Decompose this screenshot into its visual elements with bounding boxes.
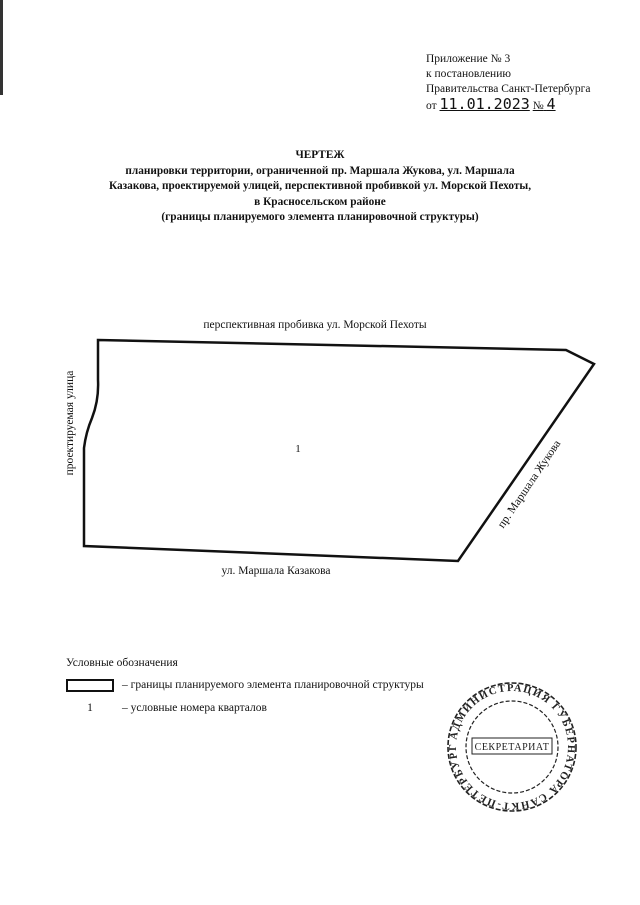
number-prefix: № xyxy=(532,100,544,112)
legend-boundary-row xyxy=(66,679,424,692)
svg-text:АДМИНИСТРАЦИЯ ГУБЕРНАТОРА САНК: АДМИНИСТРАЦИЯ ГУБЕРНАТОРА САНКТ-ПЕТЕРБУРГ xyxy=(447,682,577,812)
scan-edge-mark xyxy=(0,0,3,95)
quarter-number: 1 xyxy=(295,443,301,455)
legend-boundary-label: – границы планируемого элемента планировочной структуры xyxy=(122,679,424,692)
title-line-4: (границы планируемого элемента планировочной структуры) xyxy=(161,211,479,223)
stamp-graphic xyxy=(436,682,588,812)
date-prefix: от xyxy=(426,100,437,112)
top-street-label: перспективная пробивка ул. Морской Пехоты xyxy=(203,319,427,331)
date-value: 11.01.2023 xyxy=(439,95,530,113)
legend-quarter-symbol: 1 xyxy=(87,702,93,714)
title-heading: ЧЕРТЕЖ xyxy=(295,149,345,161)
stamp-seal xyxy=(436,682,588,812)
boundary-outline xyxy=(84,340,594,561)
title-line-2: Казакова, проектируемой улицей, перспективной пробивкой ул. Морской Пехоты, xyxy=(108,180,532,192)
legend-boundary-symbol xyxy=(66,679,114,692)
title-line-1: планировки территории, ограниченной пр. Маршала Жукова, ул. Маршала xyxy=(125,164,515,177)
svg-text:СЕКРЕТАРИАТ: СЕКРЕТАРИАТ xyxy=(474,742,550,753)
legend-title: Условные обозначения xyxy=(66,657,178,669)
title-line-3: в Красносельском районе xyxy=(254,195,386,208)
right-street-label: пр. Маршала Жукова xyxy=(495,438,564,531)
legend-quarter-row xyxy=(66,702,267,714)
appendix-line-1: Приложение № 3 xyxy=(426,53,511,65)
appendix-line-2: к постановлению xyxy=(426,68,511,80)
left-street-label: проектируемая улица xyxy=(64,370,76,476)
appendix-line-3: Правительства Санкт-Петербурга xyxy=(426,83,591,95)
bottom-street-label: ул. Маршала Казакова xyxy=(221,565,331,577)
number-value: 4 xyxy=(546,95,556,113)
legend-quarter-label: – условные номера кварталов xyxy=(122,702,267,714)
